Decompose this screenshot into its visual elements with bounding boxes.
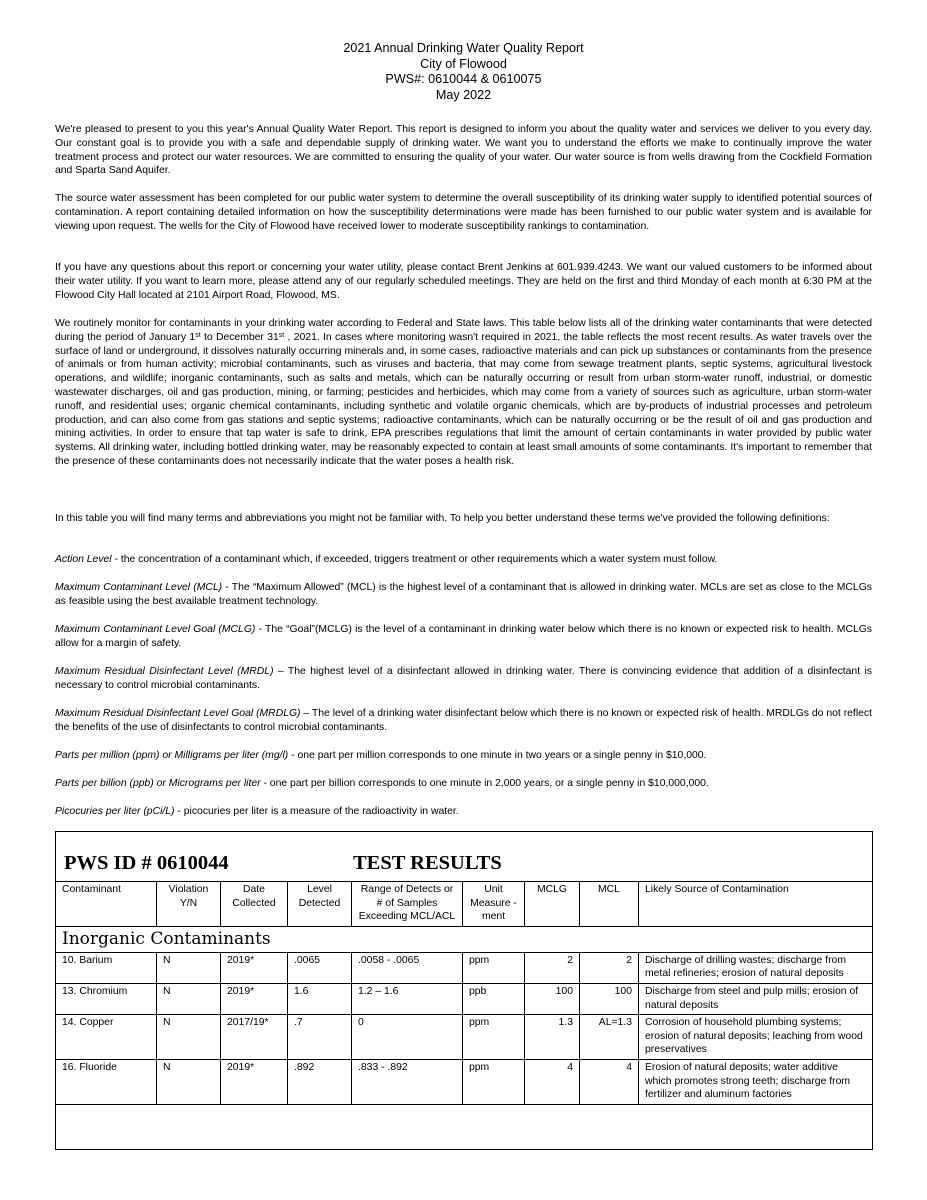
cell-level: 1.6 — [288, 983, 352, 1014]
terms-intro-paragraph: In this table you will find many terms and abbreviations you might not be familiar with. To help you better understand these terms we've provided the following definitions: — [55, 513, 830, 524]
cell-violation: N — [157, 1059, 221, 1104]
definition-mrdlg — [55, 707, 872, 735]
report-date: May 2022 — [435, 87, 492, 102]
cell-mcl: 100 — [580, 983, 639, 1014]
monitoring-text-a: We routinely monitor for contaminants in your drinking water according to Federal and State laws. This table below lists all of the drinking water contaminants that were detected during the period of January 1 — [55, 318, 872, 343]
definition-action-level — [55, 553, 872, 567]
definition-term: Maximum Residual Disinfectant Level Goal (MRDLG) — [55, 708, 301, 719]
pws-id-label: PWS ID # 0610044 — [64, 852, 229, 874]
definition-mcl — [55, 581, 872, 609]
column-header-level: Level Detected — [288, 882, 352, 927]
cell-date: 2019* — [221, 983, 288, 1014]
cell-contaminant: 14. Copper — [56, 1015, 157, 1060]
report-title: 2021 Annual Drinking Water Quality Report — [343, 41, 584, 55]
ordinal-suffix-1: st — [195, 331, 201, 339]
table-row — [56, 1059, 874, 1104]
definition-term: Action Level — [55, 554, 112, 565]
cell-level: .892 — [288, 1059, 352, 1104]
definition-term: Maximum Residual Disinfectant Level (MRDL) — [55, 666, 274, 677]
monitoring-text-c: , 2021. In cases where monitoring wasn't required in 2021, the table reflects the most recent results. As water travels over the surface of land or underground, it dissolves naturally occurring minerals and, in some cases, radioactive materials and can pick up substances or contaminants from the presence of animals or from human activity; microbial contaminants, such as viruses and bacteria, that may come from sewage treatment plants, septic systems, agricultural livestock operations, and wildlife; inorganic contaminants, such as salts and metals, which can be naturally occurring or result from urban storm-water runoff, industrial, or domestic wastewater discharges, oil and gas production, mining, or farming; pesticides and herbicides, which may come from a variety of sources such as agriculture, urban storm-water runoff, and residential uses; organic chemical contaminants, including synthetic and volatile organic chemicals, which are by-products of industrial processes and petroleum production, and can also come from gas stations and septic systems; radioactive contaminants, which can be naturally occurring or be the result of oil and gas production and mining activities. In order to ensure that tap water is safe to drink, EPA prescribes regulations that limit the amount of certain contaminants in water provided by public water systems. All drinking water, including bottled drinking water, may be reasonably expected to contain at least small amounts of some contaminants. It's important to remember that the presence of these contaminants does not necessarily indicate that the water poses a health risk. — [55, 331, 872, 467]
cell-source: Corrosion of household plumbing systems; erosion of natural deposits; leaching from wood preservatives — [639, 1015, 874, 1060]
cell-source: Discharge of drilling wastes; discharge from metal refineries; erosion of natural deposits — [639, 952, 874, 983]
group-row — [56, 926, 874, 952]
column-header-unit: Unit Measure -ment — [463, 882, 525, 927]
definition-term: Parts per million (ppm) or Milligrams per liter (mg/l) — [55, 750, 289, 761]
column-header-source: Likely Source of Contamination — [639, 882, 874, 927]
cell-mclg: 2 — [525, 952, 580, 983]
results-heading — [56, 832, 872, 882]
cell-unit: ppm — [463, 1059, 525, 1104]
pws-numbers: PWS#: 0610044 & 0610075 — [385, 72, 542, 87]
cell-mcl: 4 — [580, 1059, 639, 1104]
definition-text: - one part per billion corresponds to one minute in 2,000 years, or a single penny in $10,000,000. — [260, 778, 709, 789]
cell-mclg: 4 — [525, 1059, 580, 1104]
definition-term: Parts per billion (ppb) or Micrograms per liter — [55, 778, 261, 789]
definition-text: – The level of a drinking water disinfectant below which there is no known or expected risk of health. MRDLGs do not reflect the benefits of the use of disinfectants to control microbial contaminants. — [55, 708, 872, 733]
table-row — [56, 983, 874, 1014]
cell-violation: N — [157, 952, 221, 983]
cell-source: Erosion of natural deposits; water additive which promotes strong teeth; discharge from fertilizer and aluminum factories — [639, 1059, 874, 1104]
cell-date: 2017/19* — [221, 1015, 288, 1060]
group-heading: Inorganic Contaminants — [56, 926, 874, 952]
definition-text: - The “Maximum Allowed” (MCL) is the highest level of a contaminant that is allowed in drinking water. MCLs are set as close to the MCLGs as feasible using the best available treatment technology. — [55, 582, 872, 607]
cell-unit: ppm — [463, 952, 525, 983]
cell-date: 2019* — [221, 952, 288, 983]
table-row — [56, 952, 874, 983]
test-results-title: TEST RESULTS — [353, 852, 502, 874]
city-name: City of Flowood — [420, 56, 507, 71]
cell-contaminant: 16. Fluoride — [56, 1059, 157, 1104]
test-results-section — [55, 831, 873, 1150]
table-header-row — [56, 882, 874, 927]
definition-term: Maximum Contaminant Level Goal (MCLG) — [55, 624, 256, 635]
definition-ppm — [55, 749, 872, 763]
cell-mcl: AL=1.3 — [580, 1015, 639, 1060]
cell-range: .833 - .892 — [352, 1059, 463, 1104]
cell-contaminant: 10. Barium — [56, 952, 157, 983]
definition-mrdl — [55, 665, 872, 693]
definition-mclg — [55, 623, 872, 651]
definition-text: - the concentration of a contaminant which, if exceeded, triggers treatment or other requirements which a water system must follow. — [111, 554, 718, 565]
definition-text: - The “Goal”(MCLG) is the level of a contaminant in drinking water below which there is no known or expected risk to health. MCLGs allow for a margin of safety. — [55, 624, 873, 649]
monitoring-text-b: to December 31 — [200, 331, 279, 343]
cell-unit: ppm — [463, 1015, 525, 1060]
definition-pci — [55, 805, 872, 819]
definition-ppb — [55, 777, 872, 791]
cell-violation: N — [157, 1015, 221, 1060]
contact-paragraph: If you have any questions about this report or concerning your water utility, please contact Brent Jenkins at 601.939.4243. We want our valued customers to be informed about their water utility. If you want to learn more, please attend any of our regularly scheduled meetings. They are held on the first and third Monday of each month at 6:30 PM at the Flowood City Hall located at 2101 Airport Road, Flowood, MS. — [55, 262, 872, 301]
cell-level: .0065 — [288, 952, 352, 983]
definition-term: Picocuries per liter (pCi/L) — [55, 806, 175, 817]
cell-range: .0058 - .0065 — [352, 952, 463, 983]
cell-mcl: 2 — [580, 952, 639, 983]
definition-term: Maximum Contaminant Level (MCL) — [55, 582, 223, 593]
report-header — [0, 41, 927, 103]
ordinal-suffix-2: st — [278, 331, 285, 339]
column-header-mcl: MCL — [580, 882, 639, 927]
definition-text: - one part per million corresponds to one minute in two years or a single penny in $10,000. — [288, 750, 707, 761]
assessment-paragraph: The source water assessment has been completed for our public water system to determine the overall susceptibility of its drinking water supply to identified potential sources of contamination. A report containing detailed information on how the susceptibility determinations were made has been furnished to our public water system and is available for viewing upon request. The wells for the City of Flowood have received lower to moderate susceptibility rankings to contamination. — [55, 193, 872, 232]
column-header-violation: Violation Y/N — [157, 882, 221, 927]
intro-paragraph: We're pleased to present to you this year's Annual Quality Water Report. This report is designed to inform you about the quality water and services we deliver to you every day. Our constant goal is to provide you with a safe and dependable supply of drinking water. We want you to understand the efforts we make to continually improve the water treatment process and protect our water resources. We are committed to ensuring the quality of your water. Our water source is from wells drawing from the Cockfield Formation and Sparta Sand Aquifer. — [55, 124, 872, 177]
definition-text: – The highest level of a disinfectant allowed in drinking water. There is convincing evidence that addition of a disinfectant is necessary to control microbial contaminants. — [55, 666, 872, 691]
cell-unit: ppb — [463, 983, 525, 1014]
cell-range: 1.2 – 1.6 — [352, 983, 463, 1014]
cell-mclg: 100 — [525, 983, 580, 1014]
cell-date: 2019* — [221, 1059, 288, 1104]
cell-mclg: 1.3 — [525, 1015, 580, 1060]
column-header-contaminant: Contaminant — [56, 882, 157, 927]
column-header-range: Range of Detects or # of Samples Exceeding MCL/ACL — [352, 882, 463, 927]
cell-level: .7 — [288, 1015, 352, 1060]
table-row — [56, 1015, 874, 1060]
monitoring-paragraph — [55, 317, 872, 469]
cell-range: 0 — [352, 1015, 463, 1060]
cell-contaminant: 13. Chromium — [56, 983, 157, 1014]
cell-source: Discharge from steel and pulp mills; erosion of natural deposits — [639, 983, 874, 1014]
test-results-table — [55, 881, 873, 1105]
column-header-date: Date Collected — [221, 882, 288, 927]
column-header-mclg: MCLG — [525, 882, 580, 927]
definition-text: - picocuries per liter is a measure of the radioactivity in water. — [174, 806, 459, 817]
cell-violation: N — [157, 983, 221, 1014]
